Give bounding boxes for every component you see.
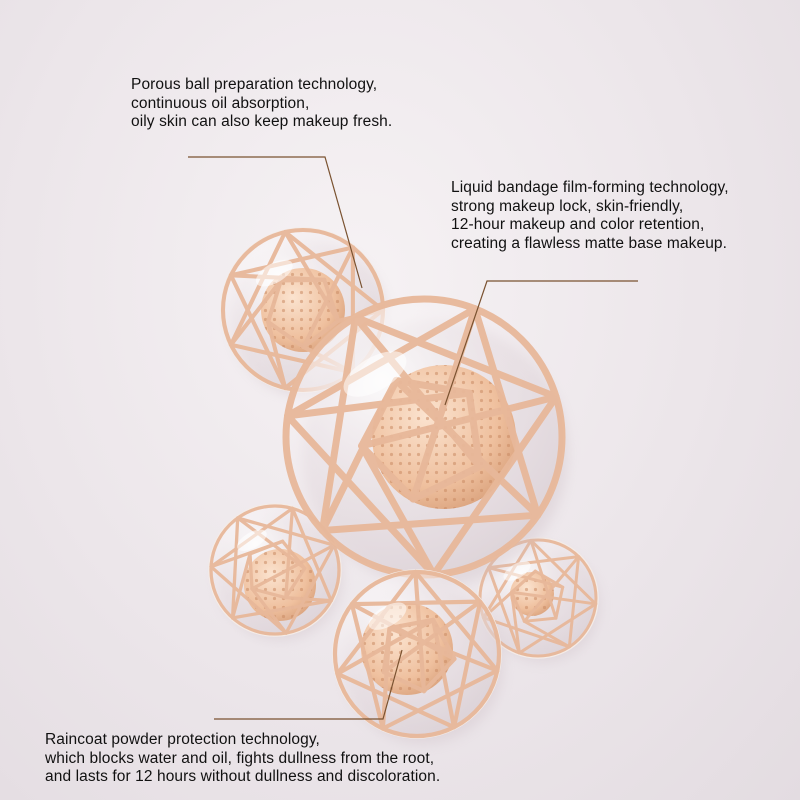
callout-line: Liquid bandage film-forming technology, (451, 179, 729, 196)
callout-line: creating a flawless matte base makeup. (451, 234, 728, 252)
callout-line: and lasts for 12 hours without dullness and discoloration. (45, 768, 441, 785)
callout-liquid-bandage (451, 179, 729, 253)
callout-raincoat-powder (45, 731, 440, 787)
callout-line: continuous oil absorption, (131, 94, 310, 112)
callout-line: Raincoat powder protection technology, (45, 731, 320, 748)
porous-sphere (333, 570, 504, 744)
callout-line: strong makeup lock, skin-friendly, (451, 197, 684, 215)
callout-line: which blocks water and oil, fights dullness from the root, (45, 749, 435, 767)
callout-line: 12-hour makeup and color retention, (451, 216, 705, 233)
callout-line: Porous ball preparation technology, (131, 76, 378, 93)
callout-line: oily skin can also keep makeup fresh. (131, 113, 393, 130)
callout-porous-ball (131, 76, 392, 132)
